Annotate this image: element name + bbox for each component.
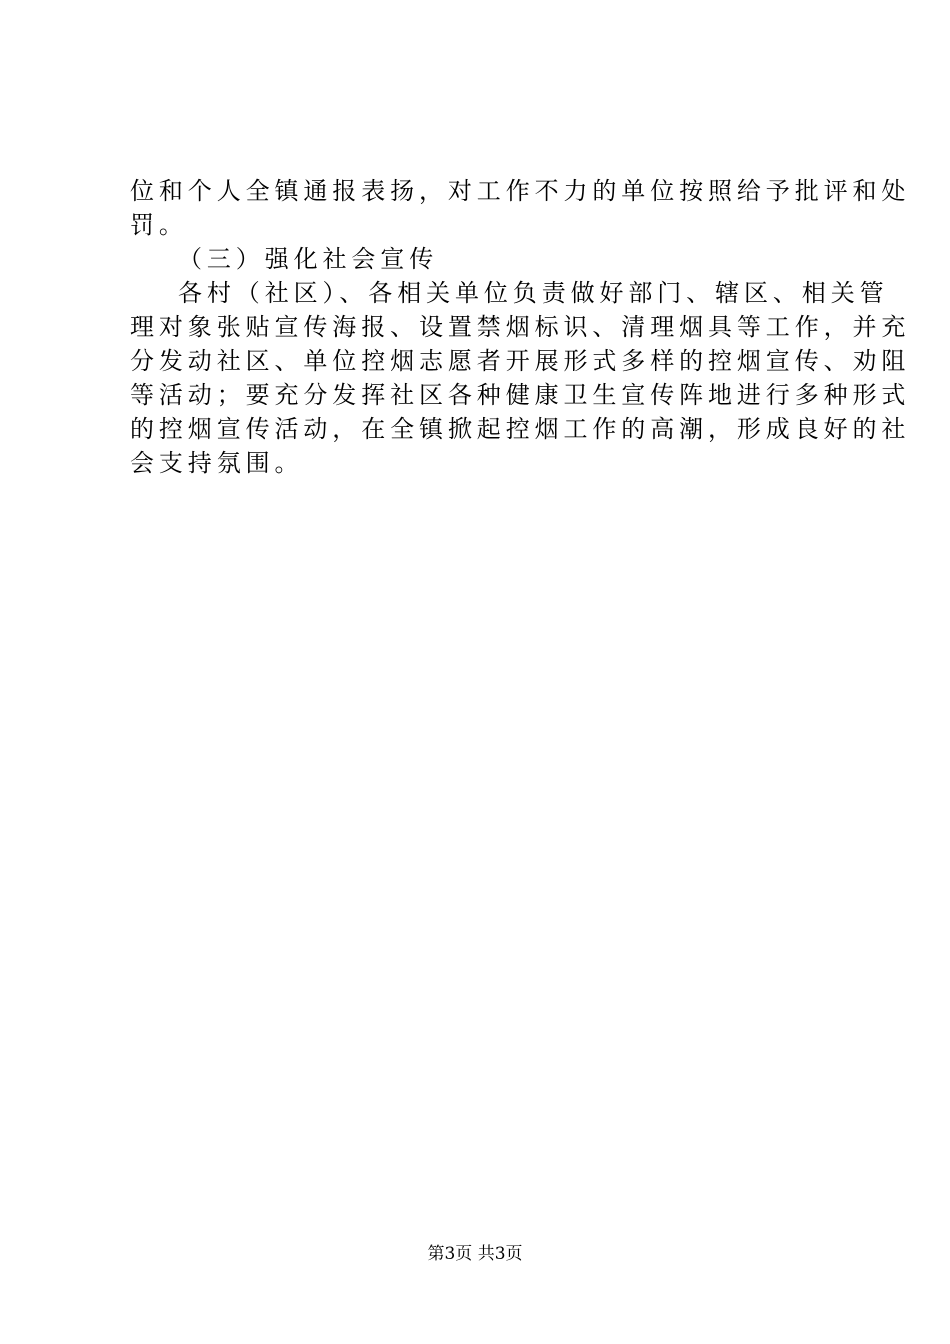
- paragraph-line: 罚。: [130, 211, 188, 239]
- page-number-footer: 第3页 共3页: [427, 1244, 523, 1264]
- paragraph-line: 的控烟宣传活动，在全镇掀起控烟工作的高潮，形成良好的社: [130, 415, 911, 443]
- paragraph-line: 各村（社区）、各相关单位负责做好部门、辖区、相关管: [178, 279, 889, 307]
- paragraph-line: 会支持氛围。: [130, 449, 304, 477]
- paragraph-line: 理对象张贴宣传海报、设置禁烟标识、清理烟具等工作，并充: [130, 313, 911, 341]
- document-body: [130, 174, 911, 480]
- paragraph-line: 分发动社区、单位控烟志愿者开展形式多样的控烟宣传、劝阻: [130, 347, 911, 375]
- section-heading: （三）强化社会宣传: [178, 245, 439, 273]
- paragraph-line: 位和个人全镇通报表扬，对工作不力的单位按照给予批评和处: [130, 177, 911, 205]
- paragraph-line: 等活动；要充分发挥社区各种健康卫生宣传阵地进行多种形式: [130, 381, 911, 409]
